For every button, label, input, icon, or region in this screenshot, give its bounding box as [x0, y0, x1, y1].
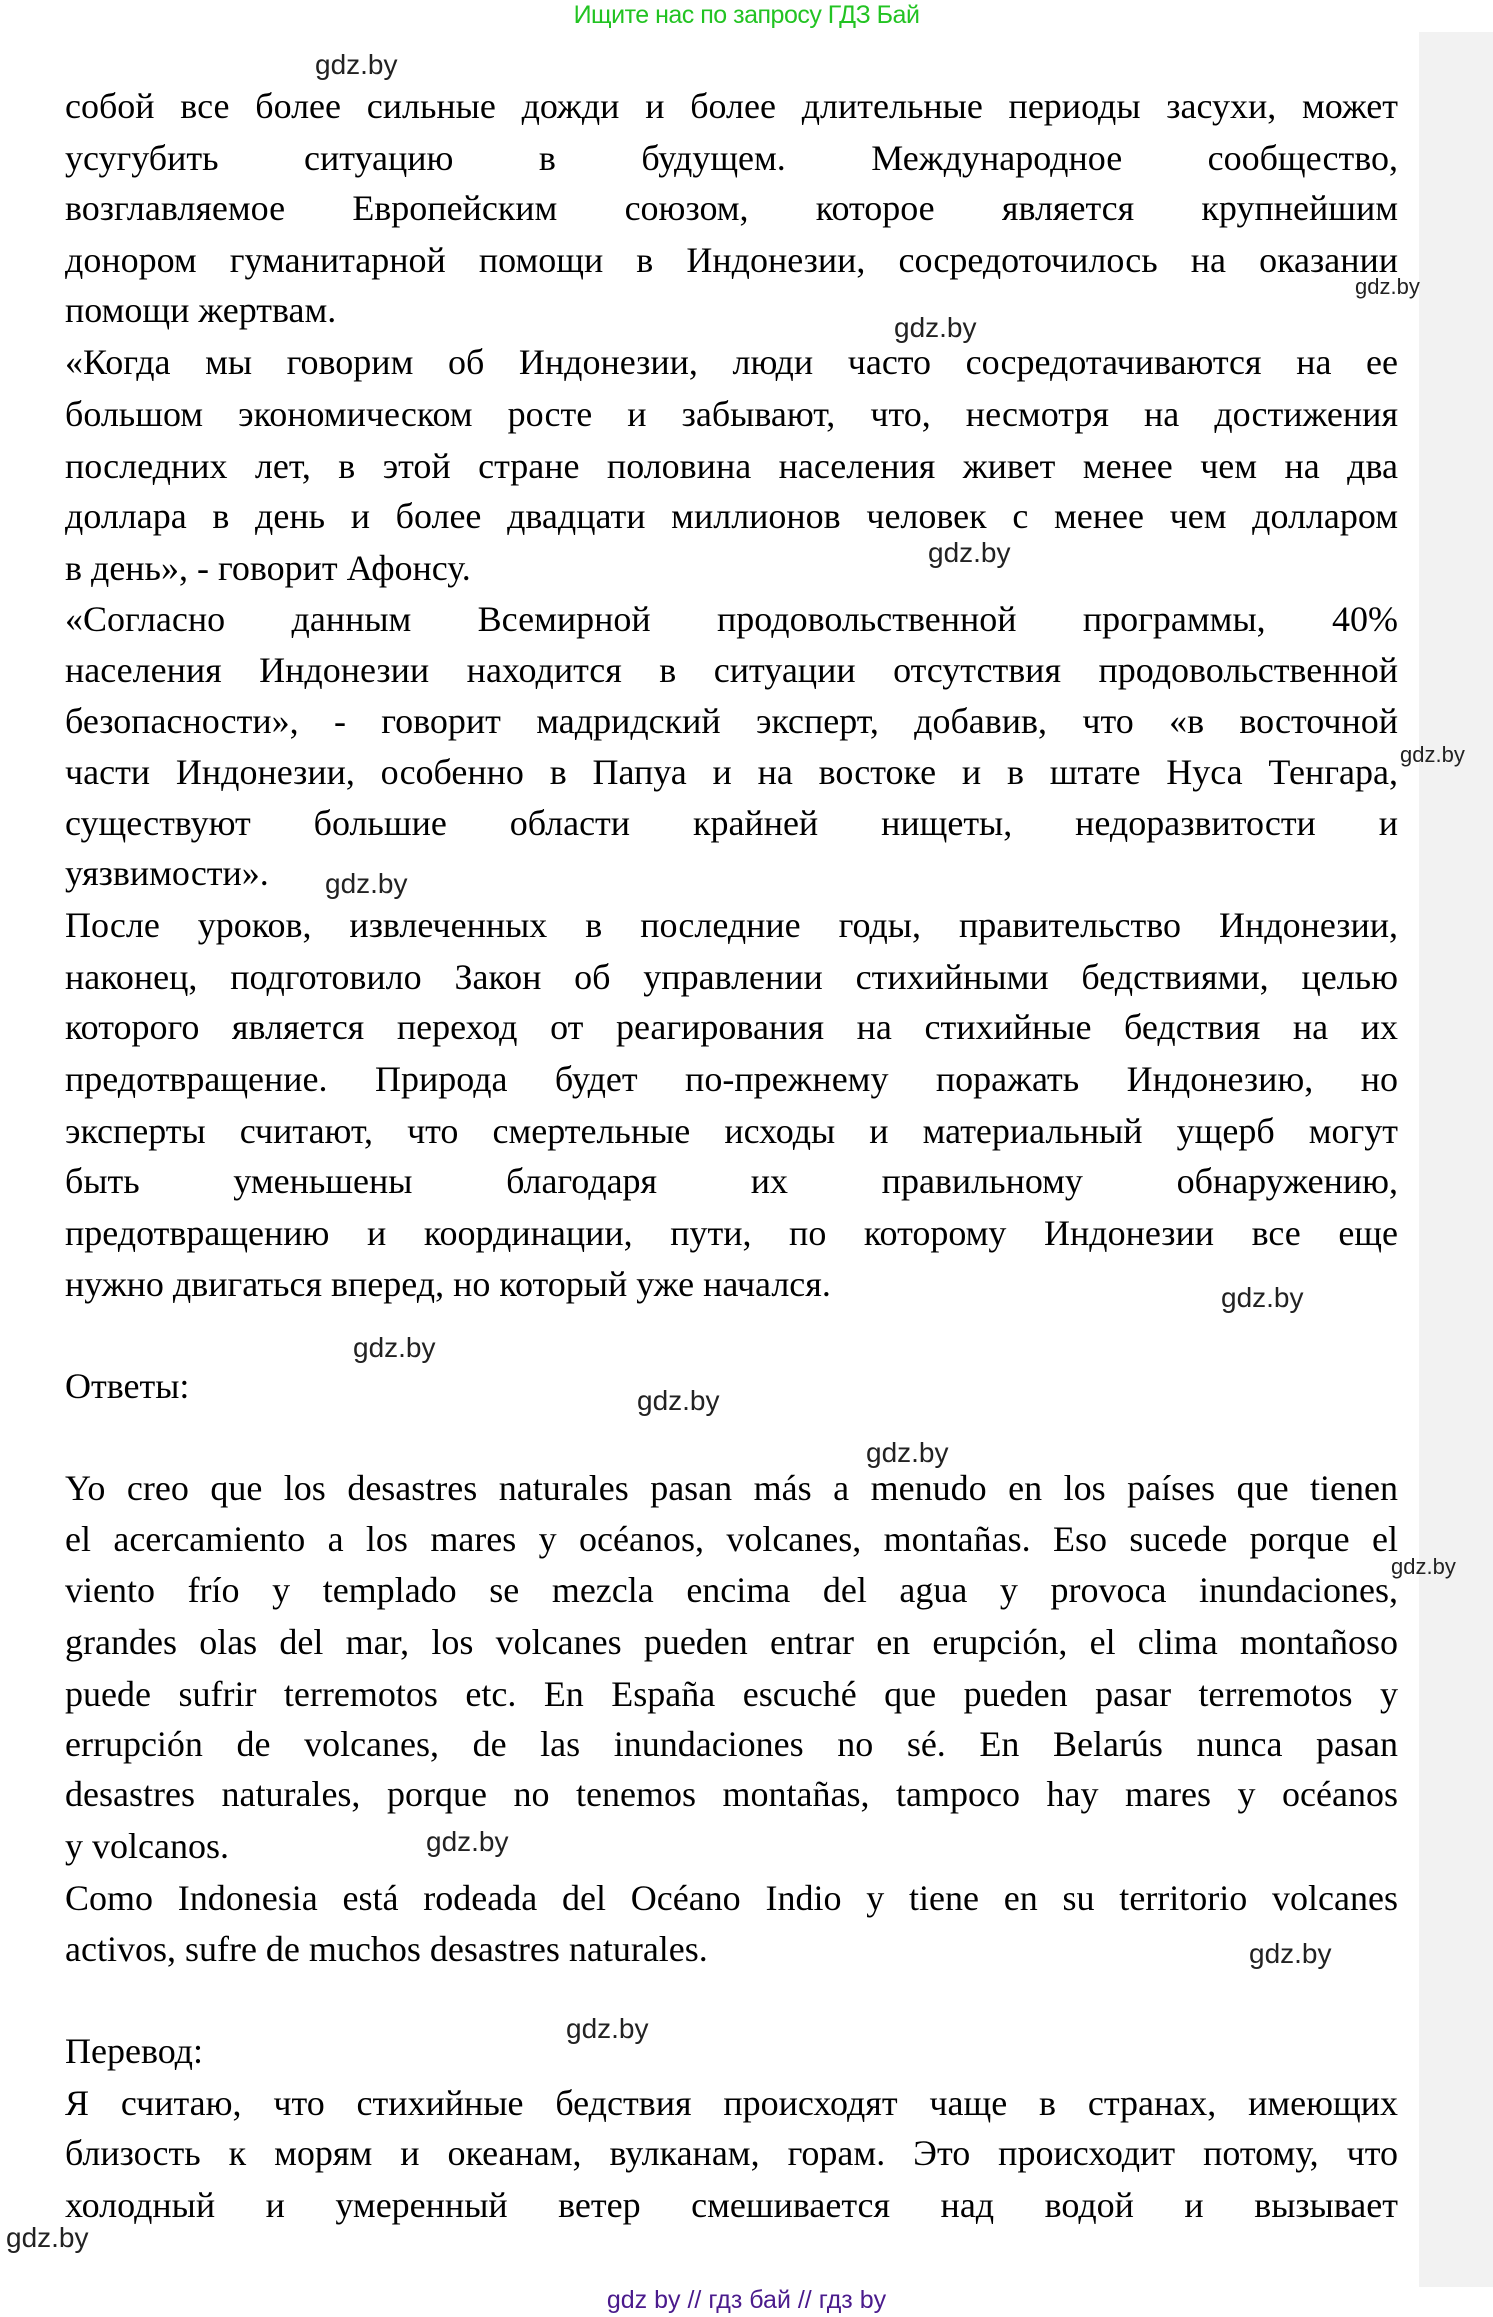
text-line: помощи жертвам. — [65, 290, 337, 330]
footer-links[interactable]: gdz by // гдз бай // гдз by — [606, 2286, 887, 2314]
text-line: Я считаю, что стихийные бедствия происходят чаще в странах, имеющих — [65, 2083, 1398, 2123]
text-line: desastres naturales, porque no tenemos montañas, tampoco hay mares y océanos — [65, 1774, 1398, 1814]
side-scroll-panel — [1419, 32, 1493, 2287]
text-line: в день», - говорит Афонсу. — [65, 548, 471, 588]
text-line: activos, sufre de muchos desastres naturales. — [65, 1929, 708, 1969]
text-line: существуют большие области крайней нищеты, недоразвитости и — [65, 803, 1398, 843]
watermark-gdz: gdz.by — [866, 1437, 949, 1468]
text-line: части Индонезии, особенно в Папуа и на востоке и в штате Нуса Тенгара, — [65, 752, 1398, 792]
text-line: После уроков, извлеченных в последние годы, правительство Индонезии, — [65, 905, 1398, 945]
text-line: уязвимости». — [65, 853, 269, 893]
text-line: нужно двигаться вперед, но который уже начался. — [65, 1264, 831, 1304]
text-line: Ответы: — [65, 1366, 190, 1406]
text-line: предотвращение. Природа будет по-прежнему поражать Индонезию, но — [65, 1059, 1398, 1099]
text-line: близость к морям и океанам, вулканам, горам. Это происходит потому, что — [65, 2133, 1398, 2173]
text-line: которого является переход от реагирования на стихийные бедствия на их — [65, 1007, 1398, 1047]
text-line: предотвращению и координации, пути, по которому Индонезии все еще — [65, 1213, 1398, 1253]
text-line: viento frío y templado se mezcla encima del agua y provoca inundaciones, — [65, 1570, 1398, 1610]
text-line: наконец, подготовило Закон об управлении стихийными бедствиями, целью — [65, 957, 1398, 997]
text-line: «Согласно данным Всемирной продовольственной программы, 40% — [65, 599, 1398, 639]
text-line: большом экономическом росте и забывают, что, несмотря на достижения — [65, 394, 1398, 434]
text-line: донором гуманитарной помощи в Индонезии, сосредоточилось на оказании — [65, 240, 1398, 280]
watermark-gdz: gdz.by — [637, 1385, 720, 1416]
text-line: grandes olas del mar, los volcanes pueden entrar en erupción, el clima montañoso — [65, 1622, 1398, 1662]
text-line: доллара в день и более двадцати миллионов человек с менее чем долларом — [65, 496, 1398, 536]
text-line: усугубить ситуацию в будущем. Международное сообщество, — [65, 138, 1398, 178]
watermark-gdz: gdz.by — [566, 2013, 649, 2044]
watermark-gdz: gdz.by — [1391, 1554, 1456, 1579]
text-line: собой все более сильные дожди и более длительные периоды засухи, может — [65, 86, 1398, 126]
text-line: Como Indonesia está rodeada del Océano Indio y tiene en su territorio volcanes — [65, 1878, 1398, 1918]
watermark-gdz: gdz.by — [1221, 1282, 1304, 1313]
watermark-gdz: gdz.by — [1400, 742, 1465, 767]
watermark-gdz: gdz.by — [6, 2222, 89, 2253]
text-line: «Когда мы говорим об Индонезии, люди часто сосредотачиваются на ее — [65, 342, 1398, 382]
text-line: последних лет, в этой стране половина населения живет менее чем на два — [65, 446, 1398, 486]
text-line: el acercamiento a los mares y océanos, volcanes, montañas. Eso sucede porque el — [65, 1519, 1398, 1559]
text-line: Перевод: — [65, 2031, 203, 2071]
text-line: населения Индонезии находится в ситуации отсутствия продовольственной — [65, 650, 1398, 690]
watermark-gdz: gdz.by — [426, 1826, 509, 1857]
watermark-gdz: gdz.by — [325, 868, 408, 899]
watermark-gdz: gdz.by — [353, 1332, 436, 1363]
watermark-gdz: gdz.by — [894, 312, 977, 343]
text-line: возглавляемое Европейским союзом, которое является крупнейшим — [65, 188, 1398, 228]
watermark-gdz: gdz.by — [928, 537, 1011, 568]
text-line: puede sufrir terremotos etc. En España escuché que pueden pasar terremotos y — [65, 1674, 1398, 1714]
text-line: Yo creo que los desastres naturales pasan más a menudo en los países que tienen — [65, 1468, 1398, 1508]
text-line: errupción de volcanes, de las inundaciones no sé. En Belarús nunca pasan — [65, 1724, 1398, 1764]
text-line: y volcanos. — [65, 1826, 229, 1866]
text-line: безопасности», - говорит мадридский эксперт, добавив, что «в восточной — [65, 701, 1398, 741]
text-line: холодный и умеренный ветер смешивается над водой и вызывает — [65, 2185, 1398, 2225]
text-line: эксперты считают, что смертельные исходы и материальный ущерб могут — [65, 1111, 1398, 1151]
search-banner[interactable]: Ищите нас по запросу ГДЗ Бай — [573, 1, 920, 29]
watermark-gdz: gdz.by — [1249, 1938, 1332, 1969]
watermark-gdz: gdz.by — [1355, 274, 1420, 299]
text-line: быть уменьшены благодаря их правильному обнаружению, — [65, 1161, 1398, 1201]
watermark-gdz: gdz.by — [315, 49, 398, 80]
